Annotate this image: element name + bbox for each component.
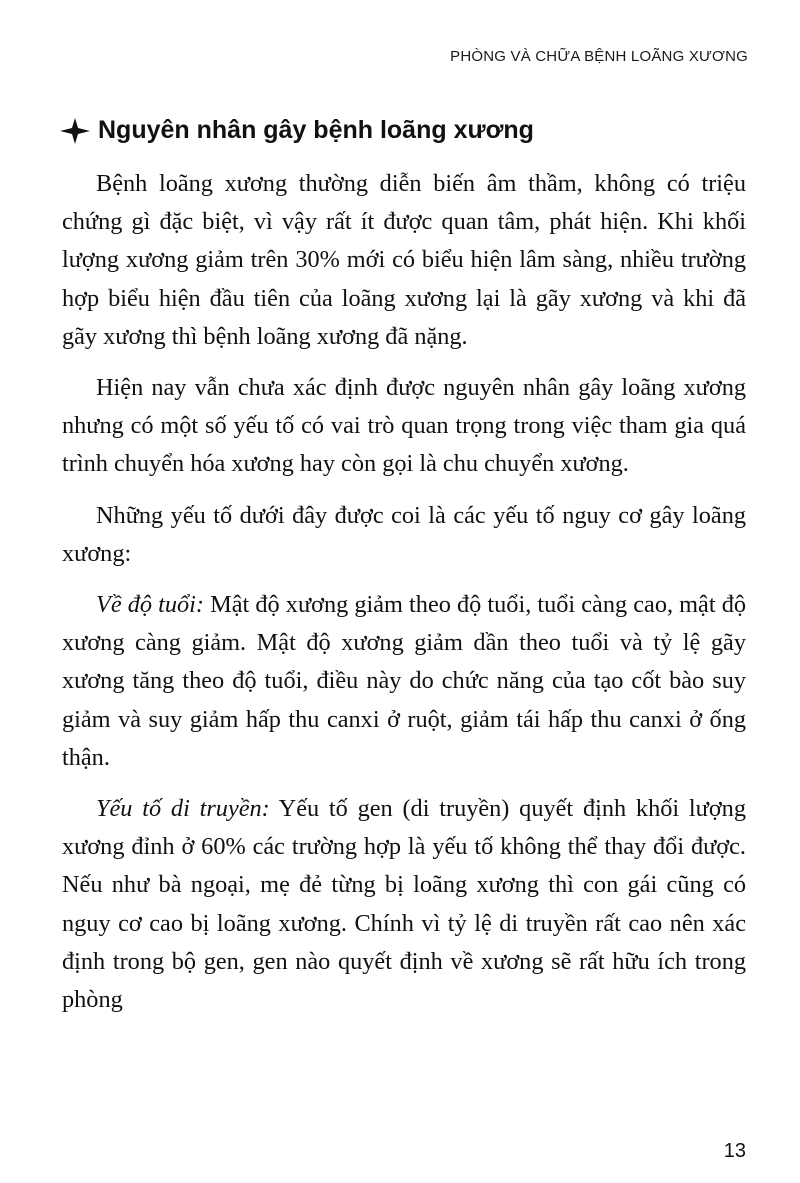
running-header: PHÒNG VÀ CHỮA BỆNH LOÃNG XƯƠNG [450, 48, 748, 65]
paragraph-1: Bệnh loãng xương thường diễn biến âm thầm, không có triệu chứng gì đặc biệt, vì vậy rất ít được quan tâm, phát hiện. Khi khối lượng xương giảm trên 30% mới có biểu hiện lâm sàng, nhiều trường hợp biểu hiện đầu tiên của loãng xương lại là gãy xương và khi đã gãy xương thì bệnh loãng xương đã nặng. [62, 170, 746, 350]
section-title-text: Nguyên nhân gây bệnh loãng xương [98, 116, 534, 144]
paragraph-3: Những yếu tố dưới đây được coi là các yếu tố nguy cơ gây loãng xương: [62, 501, 746, 567]
paragraph-genetics [62, 790, 746, 1019]
paragraph-age [62, 586, 746, 777]
age-text: Mật độ xương giảm theo độ tuổi, tuổi càng cao, mật độ xương càng giảm. Mật độ xương giảm dần theo tuổi và tỷ lệ gãy xương tăng theo độ tuổi, điều này do chức năng của tạo cốt bào suy giảm và suy giảm hấp thu canxi ở ruột, giảm tái hấp thu canxi ở ống thận. [62, 591, 746, 771]
genetics-text: Yếu tố gen (di truyền) quyết định khối lượng xương đỉnh ở 60% các trường hợp là yếu tố không thể thay đổi được. Nếu như bà ngoại, mẹ đẻ từng bị loãng xương thì con gái cũng có nguy cơ cao bị loãng xương. Chính vì tỷ lệ di truyền rất cao nên xác định trong bộ gen, gen nào quyết định về xương sẽ rất hữu ích trong phòng [62, 795, 746, 1014]
section-title [60, 116, 534, 145]
paragraph-2: Hiện nay vẫn chưa xác định được nguyên nhân gây loãng xương nhưng có một số yếu tố có vai trò quan trọng trong việc tham gia quá trình chuyển hóa xương hay còn gọi là chu chuyển xương. [62, 374, 746, 478]
body-text [62, 165, 746, 1032]
age-lead: Về độ tuổi: [96, 591, 205, 619]
page-number: 13 [723, 1140, 746, 1162]
four-point-star-icon [60, 118, 90, 144]
genetics-lead: Yếu tố di truyền: [96, 795, 270, 823]
